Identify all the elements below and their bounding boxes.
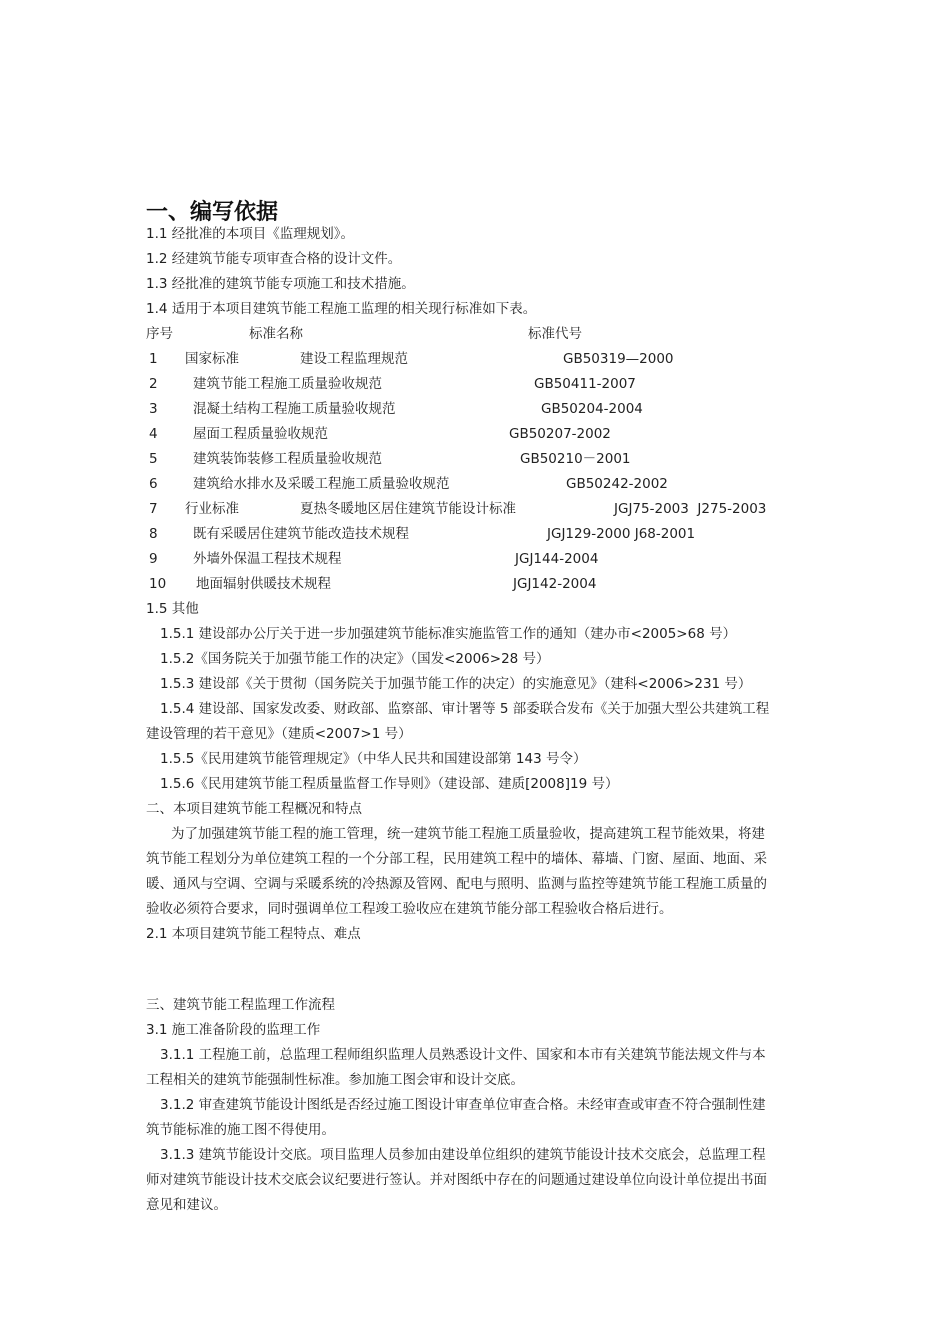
para-1-5-5: 1.5.5《民用建筑节能管理规定》（中华人民共和国建设部第 143 号令） bbox=[160, 751, 587, 767]
para-1-5-3: 1.5.3 建设部《关于贯彻（国务院关于加强节能工作的决定）的实施意见》（建科<2006>231 号） bbox=[160, 676, 752, 692]
row-code: GB50207-2002 bbox=[509, 426, 611, 442]
section-2-heading: 二、本项目建筑节能工程概况和特点 bbox=[146, 801, 362, 817]
para-1-5-4-cont: 建设管理的若干意见》（建质<2007>1 号） bbox=[146, 726, 412, 742]
para-2-line-3: 暖、通风与空调、空调与采暖系统的冷热源及管网、配电与照明、监测与监控等建筑节能工程施工质量的 bbox=[146, 876, 767, 892]
row-no: 10 bbox=[149, 576, 167, 592]
header-name: 标准名称 bbox=[249, 326, 303, 342]
row-name: 外墙外保温工程技术规程 bbox=[193, 551, 342, 567]
para-2-line-2: 筑节能工程划分为单位建筑工程的一个分部工程，民用建筑工程中的墙体、幕墙、门窗、屋面、地面、采 bbox=[146, 851, 767, 867]
row-name: 地面辐射供暖技术规程 bbox=[196, 576, 331, 592]
para-3-1-3-cont: 师对建筑节能设计技术交底会议纪要进行签认。并对图纸中存在的问题通过建设单位向设计单位提出书面 bbox=[146, 1172, 767, 1188]
header-code: 标准代号 bbox=[528, 326, 582, 342]
row-code: GB50319—2000 bbox=[563, 351, 674, 367]
row-name: 混凝土结构工程施工质量验收规范 bbox=[193, 401, 396, 417]
row-code: JGJ144-2004 bbox=[515, 551, 599, 567]
row-no: 8 bbox=[149, 526, 158, 542]
row-name: 屋面工程质量验收规范 bbox=[193, 426, 328, 442]
para-2-line-1: 为了加强建筑节能工程的施工管理，统一建筑节能工程施工质量验收，提高建筑工程节能效果，将建 bbox=[171, 826, 765, 842]
section-3-heading: 三、建筑节能工程监理工作流程 bbox=[146, 997, 335, 1013]
row-no: 9 bbox=[149, 551, 158, 567]
section-3-1-heading: 3.1 施工准备阶段的监理工作 bbox=[146, 1022, 321, 1038]
row-category: 行业标准 bbox=[185, 501, 239, 517]
row-code: GB50210－2001 bbox=[520, 451, 631, 467]
section-1-5-heading: 1.5 其他 bbox=[146, 601, 199, 617]
row-no: 3 bbox=[149, 401, 158, 417]
para-1-1: 1.1 经批准的本项目《监理规划》。 bbox=[146, 226, 355, 242]
row-code: JGJ129-2000 J68-2001 bbox=[547, 526, 696, 542]
row-no: 5 bbox=[149, 451, 158, 467]
row-name: 建筑装饰装修工程质量验收规范 bbox=[193, 451, 382, 467]
row-code: JGJ75-2003 J275-2003 bbox=[614, 501, 767, 517]
para-1-2: 1.2 经建筑节能专项审查合格的设计文件。 bbox=[146, 251, 402, 267]
section-title-basis: 一、编写依据 bbox=[146, 200, 279, 225]
para-3-1-3: 3.1.3 建筑节能设计交底。项目监理人员参加由建设单位组织的建筑节能设计技术交底会，总监理工程 bbox=[160, 1147, 766, 1163]
row-name: 建筑给水排水及采暖工程施工质量验收规范 bbox=[193, 476, 450, 492]
para-1-5-6: 1.5.6《民用建筑节能工程质量监督工作导则》（建设部、建质[2008]19 号） bbox=[160, 776, 619, 792]
row-name: 既有采暖居住建筑节能改造技术规程 bbox=[193, 526, 409, 542]
row-code: JGJ142-2004 bbox=[513, 576, 597, 592]
para-1-5-2: 1.5.2《国务院关于加强节能工作的决定》（国发<2006>28 号） bbox=[160, 651, 550, 667]
para-3-1-2-cont: 筑节能标准的施工图不得使用。 bbox=[146, 1122, 335, 1138]
para-3-1-3-cont2: 意见和建议。 bbox=[146, 1197, 227, 1213]
para-1-5-1: 1.5.1 建设部办公厅关于进一步加强建筑节能标准实施监管工作的通知（建办市<2005>68 号） bbox=[160, 626, 737, 642]
row-code: GB50242-2002 bbox=[566, 476, 668, 492]
header-no: 序号 bbox=[146, 326, 173, 342]
row-name: 建设工程监理规范 bbox=[300, 351, 408, 367]
row-no: 2 bbox=[149, 376, 158, 392]
row-no: 6 bbox=[149, 476, 158, 492]
para-3-1-1-cont: 工程相关的建筑节能强制性标准。参加施工图会审和设计交底。 bbox=[146, 1072, 524, 1088]
row-no: 7 bbox=[149, 501, 158, 517]
para-1-3: 1.3 经批准的建筑节能专项施工和技术措施。 bbox=[146, 276, 415, 292]
row-name: 建筑节能工程施工质量验收规范 bbox=[193, 376, 382, 392]
para-1-5-4: 1.5.4 建设部、国家发改委、财政部、监察部、审计署等 5 部委联合发布《关于加强大型公共建筑工程 bbox=[160, 701, 770, 717]
row-code: GB50204-2004 bbox=[541, 401, 643, 417]
row-category: 国家标准 bbox=[185, 351, 239, 367]
para-3-1-2: 3.1.2 审查建筑节能设计图纸是否经过施工图设计审查单位审查合格。未经审查或审查不符合强制性建 bbox=[160, 1097, 766, 1113]
row-name: 夏热冬暖地区居住建筑节能设计标准 bbox=[300, 501, 516, 517]
section-2-1-heading: 2.1 本项目建筑节能工程特点、难点 bbox=[146, 926, 361, 942]
para-2-line-4: 验收必须符合要求，同时强调单位工程竣工验收应在建筑节能分部工程验收合格后进行。 bbox=[146, 901, 673, 917]
row-no: 4 bbox=[149, 426, 158, 442]
row-no: 1 bbox=[149, 351, 158, 367]
row-code: GB50411-2007 bbox=[534, 376, 636, 392]
para-1-4: 1.4 适用于本项目建筑节能工程施工监理的相关现行标准如下表。 bbox=[146, 301, 537, 317]
para-3-1-1: 3.1.1 工程施工前，总监理工程师组织监理人员熟悉设计文件、国家和本市有关建筑节能法规文件与本 bbox=[160, 1047, 766, 1063]
